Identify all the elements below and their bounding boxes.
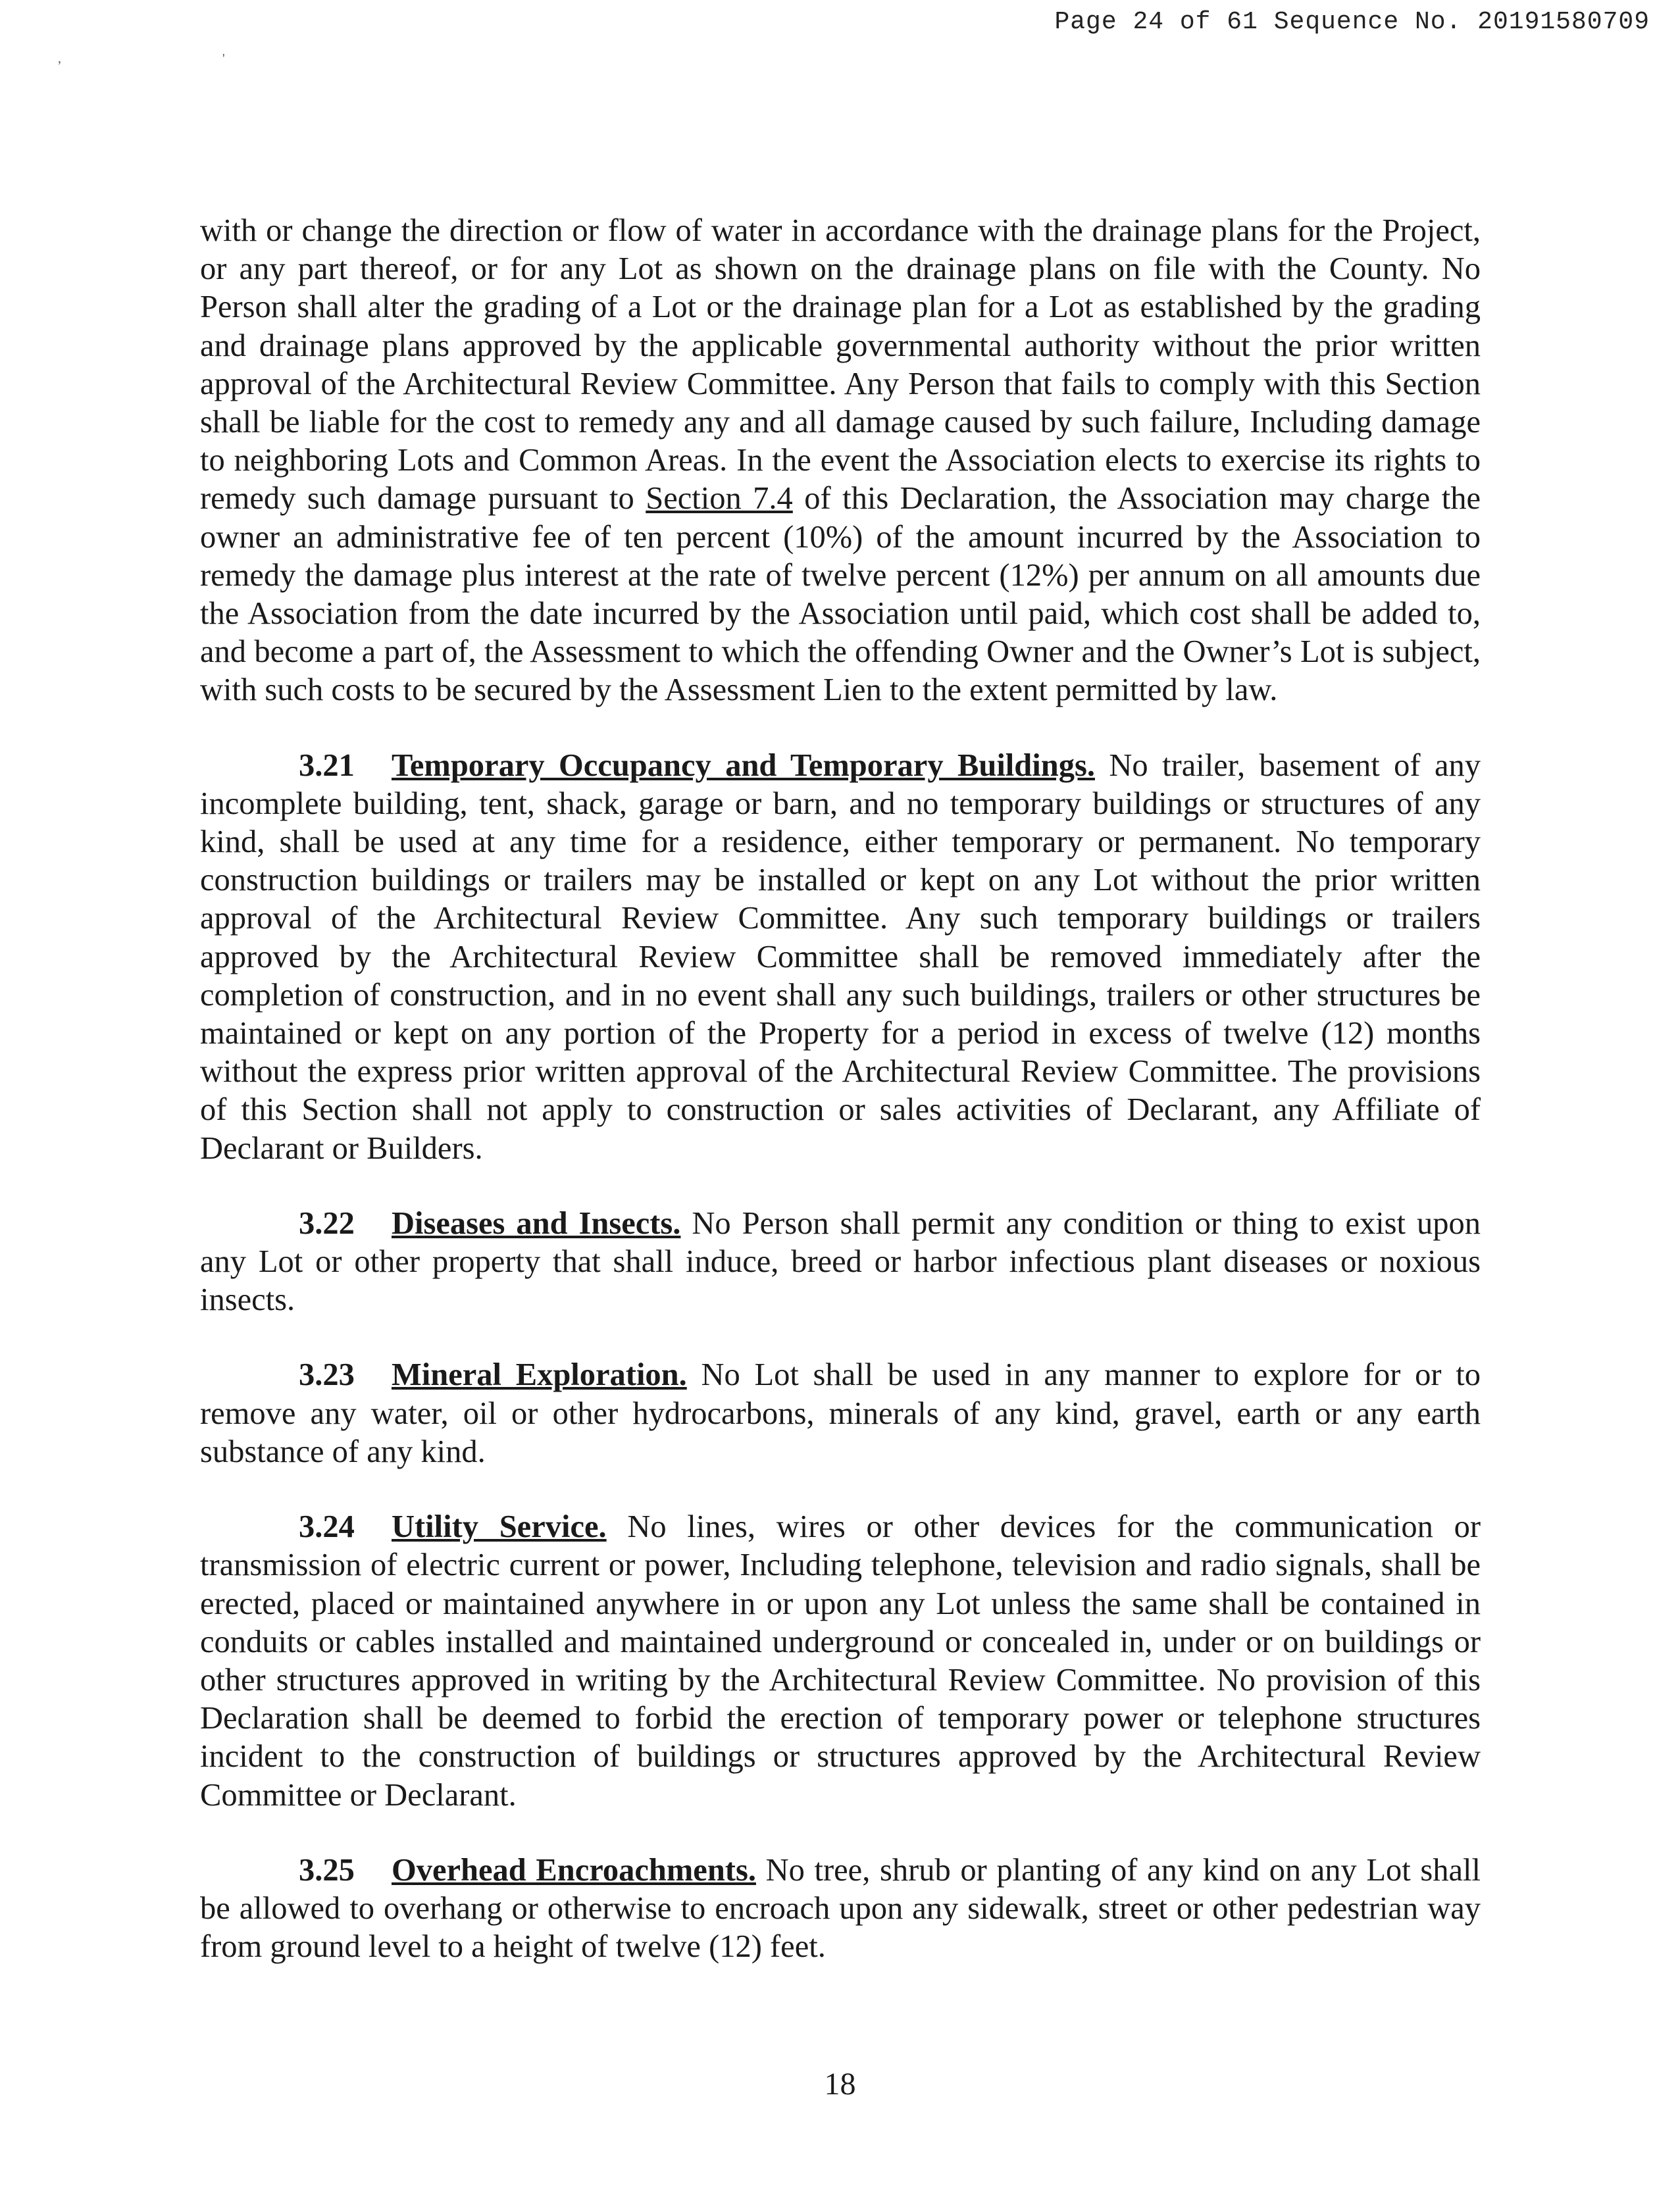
section-3-21	[200, 747, 1481, 1168]
section-cross-reference: Section 7.4	[646, 481, 793, 516]
continuation-text-after: of this Declaration, the Association may charge the owner an administrative fee of ten percent (10%) of the amount incurred by the Association to remedy the damage plus interest at the rate of twelve percent (12%) per annum on all amounts due the Association from the date incurred by the Association until paid, which cost shall be added to, and become a part of, the Assessment to which the offending Owner and the Owner’s Lot is subject, with such costs to be secured by the Assessment Lien to the extent permitted by law.	[200, 481, 1481, 708]
section-title: Diseases and Insects.	[392, 1205, 681, 1241]
page-sequence-stamp: Page 24 of 61 Sequence No. 20191580709	[1054, 8, 1650, 36]
section-3-23	[200, 1356, 1481, 1471]
section-title: Utility Service.	[392, 1509, 607, 1545]
section-text: No tree, shrub or planting of any kind on any Lot shall be allowed to overhang or otherwise to encroach upon any sidewalk, street or other pedestrian way from ground level to a height of twelve (12) feet.	[200, 1852, 1481, 1965]
section-title: Temporary Occupancy and Temporary Buildings.	[392, 747, 1095, 783]
continuation-paragraph	[200, 212, 1481, 710]
section-3-22	[200, 1205, 1481, 1320]
section-3-24	[200, 1508, 1481, 1815]
section-text: No Lot shall be used in any manner to explore for or to remove any water, oil or other hydrocarbons, minerals of any kind, gravel, earth or any earth substance of any kind.	[200, 1357, 1481, 1469]
section-3-25	[200, 1851, 1481, 1967]
scan-artifact-marks: , '	[58, 51, 304, 66]
section-number: 3.25	[299, 1852, 355, 1888]
section-title: Overhead Encroachments.	[392, 1852, 756, 1888]
section-text: No Person shall permit any condition or thing to exist upon any Lot or other property that shall induce, breed or harbor infectious plant diseases or noxious insects.	[200, 1205, 1481, 1318]
section-number: 3.24	[299, 1509, 355, 1545]
page-number: 18	[824, 2067, 856, 2102]
document-body	[200, 212, 1481, 2003]
section-title: Mineral Exploration.	[392, 1357, 687, 1393]
section-text: No trailer, basement of any incomplete building, tent, shack, garage or barn, and no temporary buildings or structures of any kind, shall be used at any time for a residence, either temporary or permanent. No temporary construction buildings or trailers may be installed or kept on any Lot without the prior written approval of the Architectural Review Committee. Any such temporary buildings or trailers approved by the Architectural Review Committee shall be removed immediately after the completion of construction, and in no event shall any such buildings, trailers or other structures be maintained or kept on any portion of the Property for a period in excess of twelve (12) months without the express prior written approval of the Architectural Review Committee. The provisions of this Section shall not apply to construction or sales activities of Declarant, any Affiliate of Declarant or Builders.	[200, 747, 1481, 1166]
section-number: 3.23	[299, 1357, 355, 1393]
continuation-text-before: with or change the direction or flow of water in accordance with the drainage plans for the Project, or any part thereof, or for any Lot as shown on the drainage plans on file with the County. No Person shall alter the grading of a Lot or the drainage plan for a Lot as established by the grading and drainage plans approved by the applicable governmental authority without the prior written approval of the Architectural Review Committee. Any Person that fails to comply with this Section shall be liable for the cost to remedy any and all damage caused by such failure, Including damage to neighboring Lots and Common Areas. In the event the Association elects to exercise its rights to remedy such damage pursuant to	[200, 213, 1481, 516]
section-number: 3.21	[299, 747, 355, 783]
section-number: 3.22	[299, 1205, 355, 1241]
section-text: No lines, wires or other devices for the communication or transmission of electric current or power, Including telephone, television and radio signals, shall be erected, placed or maintained anywhere in or upon any Lot unless the same shall be contained in conduits or cables installed and maintained underground or concealed in, under or on buildings or other structures approved in writing by the Architectural Review Committee. No provision of this Declaration shall be deemed to forbid the erection of temporary power or telephone structures incident to the construction of buildings or structures approved by the Architectural Review Committee or Declarant.	[200, 1509, 1481, 1813]
